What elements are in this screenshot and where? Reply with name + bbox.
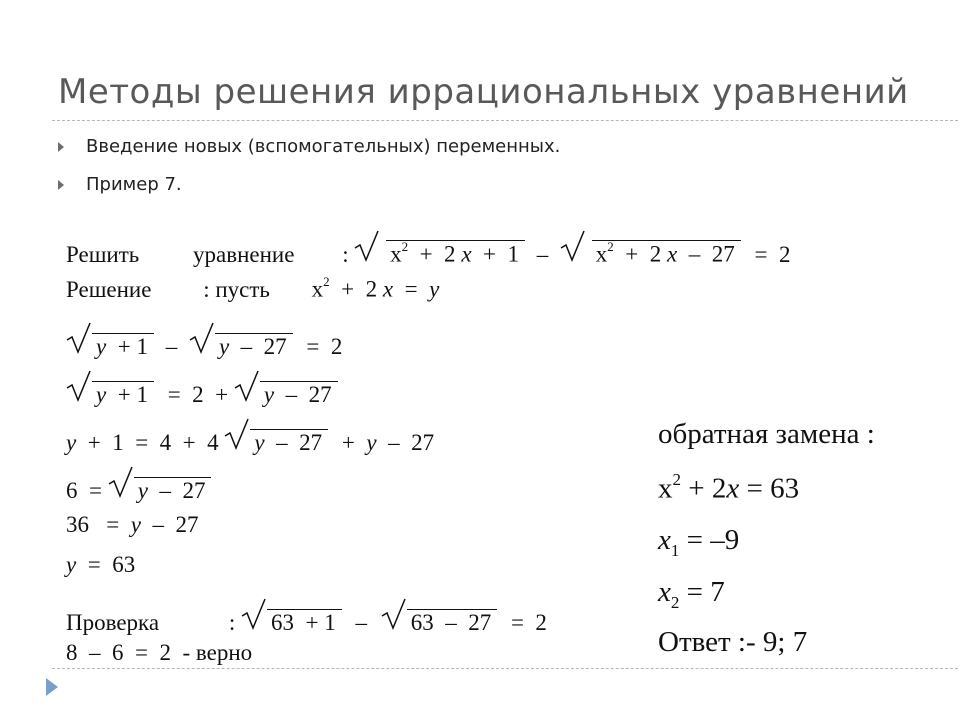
root-1: $x_1 = -9$ [658,524,740,560]
check-line: Проверка : 63 + 1 – 63 – 27 = 2 [66,598,547,636]
radical-1: $x^2 + 2$ x + 1 [354,230,525,268]
slide-title: Методы решения иррациональных уравнений [58,72,909,112]
bullet-intro: Введение новых (вспомогательных) переменных. [58,136,560,157]
radical-2: $x^2 + 2$ x – 27 [560,230,741,268]
check-result: 8 – 6 = 2 - верно [66,640,253,665]
step-1: y + 1 – y – 27 = 2 [66,322,342,360]
triangle-bullet-icon [58,142,64,152]
step-3: y + 1 = 4 + 4 y – 27 + y – 27 [66,418,434,456]
title-divider [52,120,960,121]
root-2: $x_2 = 7$ [658,576,725,612]
triangle-bullet-icon [58,180,64,190]
substitution-line: Решение : пусть $x^2 + 2$ x = y [66,274,440,302]
reverse-equation: $x^2 + 2x = 63$ [658,470,800,505]
problem-statement: Решить уравнение : $x^2 + 2$ $x + 1 - x^2 + 2$ x – 27 = 2 [66,230,790,268]
step-6: y = 63 [66,552,136,577]
footer-divider [52,668,960,669]
step-4: 6 = y – 27 [66,466,211,504]
answer-line: Ответ :- 9; 7 [658,626,808,658]
bullet-example: Пример 7. [58,174,182,195]
reverse-substitution-label: обратная замена : [658,418,875,450]
step-5: 36 = y – 27 [66,512,199,537]
play-triangle-icon [46,678,58,696]
step-2: y + 1 = 2 + y – 27 [66,370,338,408]
